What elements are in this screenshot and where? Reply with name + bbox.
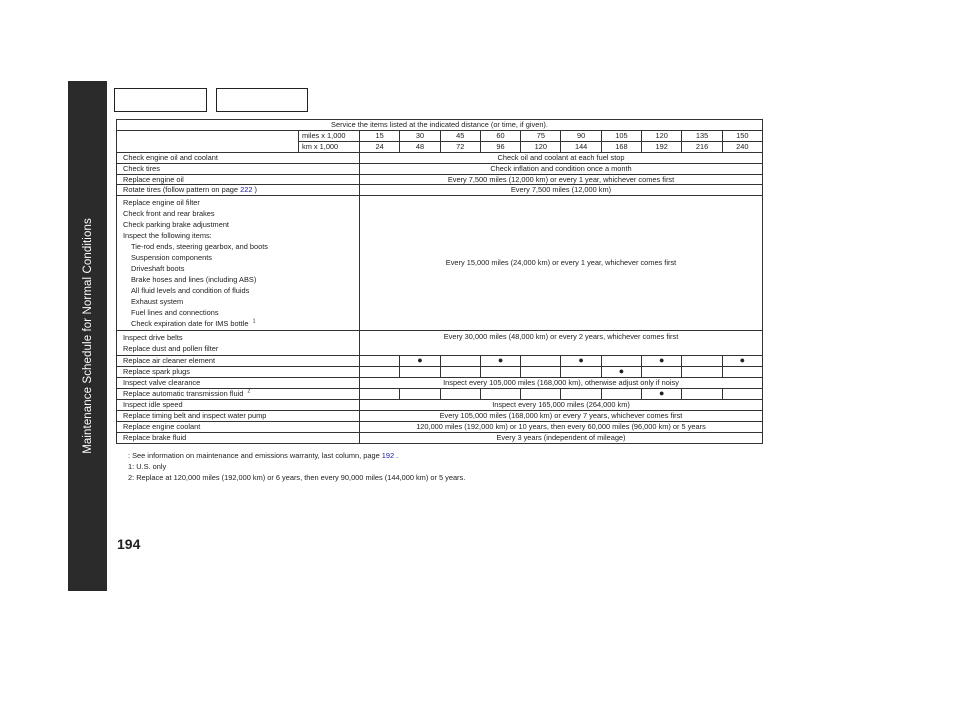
item-label: Replace brake fluid xyxy=(117,432,360,443)
dot-cell xyxy=(601,356,641,367)
table-row xyxy=(117,432,763,443)
item-label-row xyxy=(117,389,360,400)
miles-cell: 135 xyxy=(682,130,722,141)
footnote-mark: 1 xyxy=(252,318,256,325)
dot-cell: ● xyxy=(480,356,520,367)
sub-item-label: Driveshaft boots xyxy=(131,264,185,274)
km-cell: 24 xyxy=(360,141,400,152)
interval-text: Every 30,000 miles (48,000 km) or every 2 years, whichever comes first xyxy=(360,331,763,356)
dot-cell xyxy=(400,389,440,400)
table-row xyxy=(117,399,763,410)
km-cell: 240 xyxy=(722,141,762,152)
dot-cell xyxy=(480,389,520,400)
section-title xyxy=(68,81,107,591)
sidebar xyxy=(68,81,107,591)
dot-cell xyxy=(521,356,561,367)
dot-cell: ● xyxy=(601,367,641,378)
dot-cell: ● xyxy=(722,356,762,367)
page-number: 194 xyxy=(117,536,141,552)
item-label: Replace engine coolant xyxy=(117,421,360,432)
footnote-1: 1: U.S. only xyxy=(128,462,167,471)
item-label xyxy=(117,185,360,196)
table-row xyxy=(117,367,763,378)
item-label: Check front and rear brakes xyxy=(123,209,215,219)
interval-text: Every 3 years (independent of mileage) xyxy=(360,432,763,443)
table-row xyxy=(117,174,763,185)
item-label: Check engine oil and coolant xyxy=(117,152,360,163)
item-label-suffix: ) xyxy=(252,185,257,195)
item-label: Replace engine oil filter xyxy=(123,198,200,208)
dot-cell xyxy=(521,367,561,378)
km-cell: 120 xyxy=(521,141,561,152)
interval-text: Every 7,500 miles (12,000 km) or every 1 year, whichever comes first xyxy=(360,174,763,185)
km-cell: 168 xyxy=(601,141,641,152)
table-row xyxy=(117,389,763,400)
dot-cell xyxy=(440,367,480,378)
dot-cell xyxy=(480,367,520,378)
item-label: Inspect the following items: xyxy=(123,231,212,241)
maintenance-schedule-table xyxy=(116,119,763,444)
dot-cell xyxy=(561,367,601,378)
interval-text: Check inflation and condition once a month xyxy=(360,163,763,174)
table-row xyxy=(117,196,763,331)
miles-label: miles x 1,000 xyxy=(299,130,360,141)
footnotes xyxy=(128,450,465,483)
dot-cell xyxy=(400,367,440,378)
dot-cell xyxy=(561,389,601,400)
dot-cell xyxy=(722,389,762,400)
miles-cell: 120 xyxy=(642,130,682,141)
item-label: Replace spark plugs xyxy=(117,367,360,378)
page-link[interactable]: 222 xyxy=(240,185,253,195)
dot-cell xyxy=(440,389,480,400)
item-label: Replace engine oil xyxy=(117,174,360,185)
item-group xyxy=(117,196,360,331)
table-row xyxy=(117,421,763,432)
item-label: Check tires xyxy=(117,163,360,174)
km-cell: 48 xyxy=(400,141,440,152)
sub-item-label: Exhaust system xyxy=(131,297,184,307)
table-header: Service the items listed at the indicated distance (or time, if given). xyxy=(117,120,763,131)
km-cell: 144 xyxy=(561,141,601,152)
dot-cell: ● xyxy=(561,356,601,367)
miles-row xyxy=(117,130,763,141)
sub-item-label: Brake hoses and lines (including ABS) xyxy=(131,275,257,285)
miles-cell: 105 xyxy=(601,130,641,141)
sub-item-label: Fuel lines and connections xyxy=(131,308,219,318)
interval-text: Every 15,000 miles (24,000 km) or every 1 year, whichever comes first xyxy=(360,196,763,331)
dot-cell xyxy=(642,367,682,378)
interval-text: Every 105,000 miles (168,000 km) or every 7 years, whichever comes first xyxy=(360,410,763,421)
sub-item-label: Tie-rod ends, steering gearbox, and boots xyxy=(131,242,268,252)
dot-cell: ● xyxy=(642,356,682,367)
interval-text: Check oil and coolant at each fuel stop xyxy=(360,152,763,163)
sub-item-label: Check expiration date for IMS bottle xyxy=(131,319,249,329)
dot-cell: ● xyxy=(642,389,682,400)
header-box-left xyxy=(114,88,207,112)
item-label: Inspect drive belts xyxy=(123,333,183,343)
dot-cell xyxy=(682,356,722,367)
interval-text: Inspect every 105,000 miles (168,000 km), otherwise adjust only if noisy xyxy=(360,378,763,389)
miles-cell: 15 xyxy=(360,130,400,141)
dot-cell: ● xyxy=(400,356,440,367)
km-cell: 96 xyxy=(480,141,520,152)
item-label: Inspect valve clearance xyxy=(117,378,360,389)
footnote-mark: 2 xyxy=(247,388,251,395)
dot-cell xyxy=(360,367,400,378)
miles-cell: 150 xyxy=(722,130,762,141)
dot-cell xyxy=(682,389,722,400)
item-label: Replace air cleaner element xyxy=(117,356,360,367)
header-box-right xyxy=(216,88,308,112)
blank-header-cell xyxy=(117,130,299,152)
sub-item-row xyxy=(123,318,356,329)
dot-cell xyxy=(601,389,641,400)
dot-cell xyxy=(360,389,400,400)
miles-cell: 45 xyxy=(440,130,480,141)
footnote-warranty xyxy=(128,450,465,461)
item-label: Replace dust and pollen filter xyxy=(123,344,219,354)
item-label-prefix: Rotate tires (follow pattern on page xyxy=(123,185,241,195)
sub-item-label: Suspension components xyxy=(131,253,212,263)
item-label: Replace automatic transmission fluid xyxy=(123,389,244,399)
miles-cell: 90 xyxy=(561,130,601,141)
table-row xyxy=(117,152,763,163)
table-row xyxy=(117,331,763,356)
page-link[interactable]: 192 xyxy=(381,451,395,460)
dot-cell xyxy=(682,367,722,378)
table-header-row xyxy=(117,120,763,131)
item-label: Check parking brake adjustment xyxy=(123,220,229,230)
table-row xyxy=(117,163,763,174)
item-label: Inspect idle speed xyxy=(117,399,360,410)
table-row xyxy=(117,185,763,196)
interval-text: 120,000 miles (192,000 km) or 10 years, then every 60,000 miles (96,000 km) or 5 years xyxy=(360,421,763,432)
km-cell: 192 xyxy=(642,141,682,152)
interval-text: Inspect every 165,000 miles (264,000 km) xyxy=(360,399,763,410)
footnote-2: 2: Replace at 120,000 miles (192,000 km) or 6 years, then every 90,000 miles (144,000 km) or 5 years. xyxy=(128,473,466,482)
table-row xyxy=(117,410,763,421)
km-cell: 216 xyxy=(682,141,722,152)
dot-cell xyxy=(722,367,762,378)
sub-item-label: All fluid levels and condition of fluids xyxy=(131,286,250,296)
interval-text: Every 7,500 miles (12,000 km) xyxy=(360,185,763,196)
footnote-text: : See information on maintenance and emissions warranty, last column, page xyxy=(128,451,382,460)
dot-cell xyxy=(360,356,400,367)
dot-cell xyxy=(521,389,561,400)
section-title-text: Maintenance Schedule for Normal Conditions xyxy=(81,218,94,454)
miles-cell: 30 xyxy=(400,130,440,141)
km-label: km x 1,000 xyxy=(299,141,360,152)
table-row xyxy=(117,356,763,367)
footnote-text: . xyxy=(394,451,399,460)
table-row xyxy=(117,378,763,389)
miles-cell: 60 xyxy=(480,130,520,141)
miles-cell: 75 xyxy=(521,130,561,141)
km-cell: 72 xyxy=(440,141,480,152)
item-label: Replace timing belt and inspect water pump xyxy=(117,410,360,421)
item-group xyxy=(117,331,360,356)
dot-cell xyxy=(440,356,480,367)
